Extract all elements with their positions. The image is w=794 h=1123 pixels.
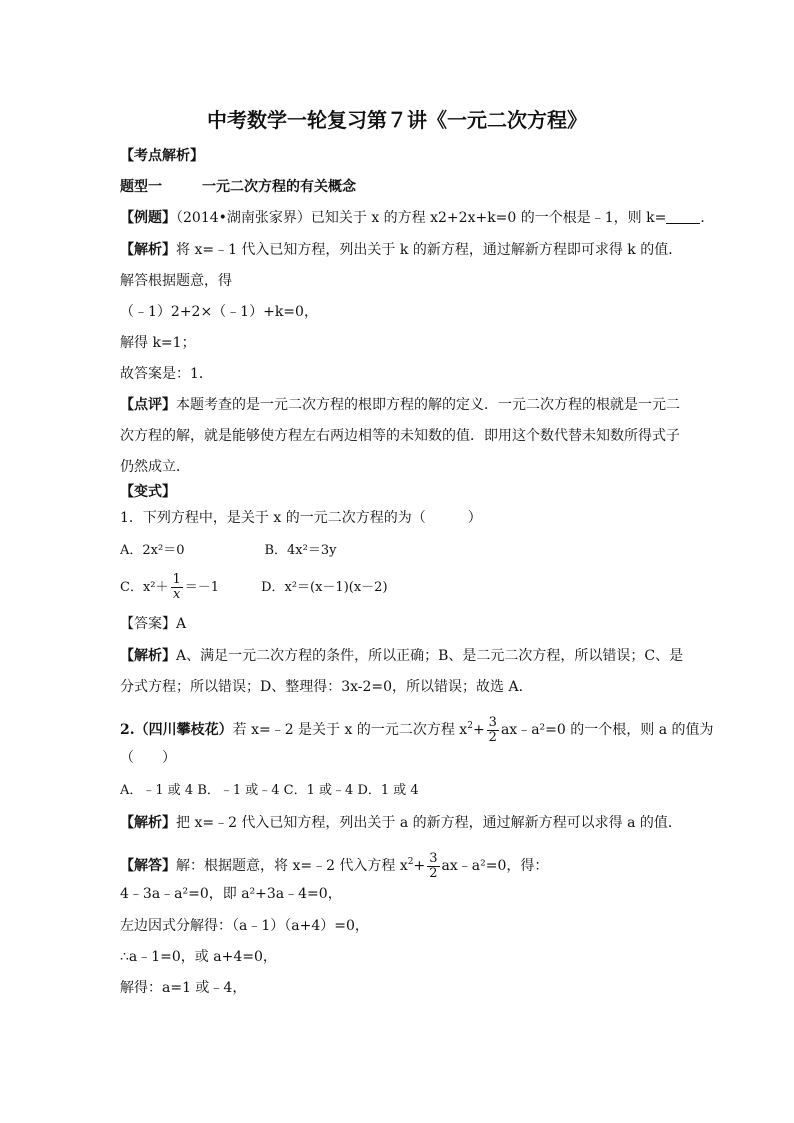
q2-analysis: 【解析】把 x=﹣2 代入已知方程，列出关于 a 的新方程，通过解新方程可以求得 a 的值． bbox=[120, 815, 682, 831]
variant-heading: 【变式】 bbox=[120, 484, 176, 500]
analysis-tag: 【解析】 bbox=[120, 242, 176, 258]
q1-analysis-line-1: 【解析】A、满足一元二次方程的条件，所以正确；B、是二元二次方程，所以错误；C、是 bbox=[120, 648, 684, 664]
fraction-three-halves: $\frac{3}{2}$ bbox=[488, 714, 497, 745]
topic-heading bbox=[120, 177, 356, 197]
section-heading: 【考点解析】 bbox=[120, 148, 204, 164]
example-tag: 【例题】 bbox=[120, 210, 176, 226]
comment-line-1: 【点评】本题考查的是一元二次方程的根即方程的解的定义．一元二次方程的根就是一元二 bbox=[120, 397, 680, 413]
q2-paren: （ ） bbox=[120, 750, 176, 766]
analysis-line bbox=[120, 240, 682, 260]
q1-options-cd bbox=[120, 570, 388, 606]
page-title: 中考数学一轮复习第７讲《一元二次方程》 bbox=[207, 108, 587, 132]
q2-answer-line: 【解答】解：根据题意，将 x=﹣2 代入方程 $x^2+$ $\frac{3}{2}$ ax﹣a²=0，得： bbox=[120, 850, 549, 881]
q2-stem: 2.（四川攀枝花）若 x=﹣2 是关于 x 的一元二次方程 $x^2+$ $\frac{3}{2}$ ax﹣a²=0 的一个根，则 a 的值为 bbox=[120, 714, 714, 745]
fraction-one-over-x: $\frac{1}{x}$ bbox=[172, 572, 181, 602]
solution-line-1: 解答根据题意，得 bbox=[120, 273, 232, 289]
q1-answer: 【答案】A bbox=[120, 616, 187, 632]
answer-blank bbox=[666, 209, 700, 224]
q1-analysis-line-2: 分式方程；所以错误；D、整理得：3x-2=0，所以错误；故选 A. bbox=[120, 679, 524, 695]
comment-line-2: 次方程的解，就是能够使方程左右两边相等的未知数的值．即用这个数代替未知数所得式子 bbox=[120, 428, 680, 444]
q2-step-2: 左边因式分解得：（a﹣1）（a+4）=0， bbox=[120, 918, 369, 934]
q1-options-ab bbox=[120, 541, 336, 561]
q2-step-1: 4﹣3a﹣a²=0，即 a²+3a﹣4=0， bbox=[120, 886, 342, 902]
example-line: 【例题】（2014•湖南张家界）已知关于 x 的方程 x2+2x+k=0 的一个根是﹣1，则 k= ． bbox=[120, 210, 715, 226]
solution-line-4: 故答案是：1． bbox=[120, 366, 213, 382]
analysis-text: 将 x=﹣1 代入已知方程，列出关于 k 的新方程，通过解新方程即可求得 k 的值． bbox=[176, 242, 683, 258]
q1-option-a: A．2x²＝0 bbox=[120, 543, 185, 558]
solution-line-3: 解得 k=1； bbox=[120, 335, 196, 351]
solution-line-2: （﹣1）2+2×（﹣1）+k=0， bbox=[120, 304, 318, 320]
example-text: （2014•湖南张家界）已知关于 x 的方程 x2+2x+k=0 的一个根是﹣1，则 k= bbox=[176, 210, 667, 226]
q2-step-4: 解得：a=1 或﹣4， bbox=[120, 980, 247, 996]
q1-option-b: B．4x²＝3y bbox=[264, 543, 337, 558]
comment-tag: 【点评】 bbox=[120, 397, 176, 413]
q2-step-3: ∴a﹣1=0，或 a+4=0， bbox=[120, 949, 277, 965]
topic-name: 一元二次方程的有关概念 bbox=[202, 179, 356, 195]
topic-label: 题型一 bbox=[120, 179, 162, 195]
q2-source: （四川攀枝花） bbox=[134, 722, 233, 738]
q1-option-d: D．x²＝(x－1)(x－2) bbox=[261, 580, 388, 595]
q1-option-c: C．x²＋ $\frac{1}{x}$ ＝－1 bbox=[120, 572, 220, 602]
q1-stem: 1．下列方程中，是关于 x 的一元二次方程的为（ ） bbox=[120, 510, 482, 526]
fraction-three-halves-2: $\frac{3}{2}$ bbox=[429, 850, 438, 881]
q2-options: A．﹣1 或 4 B．﹣1 或﹣4 C．1 或﹣4 D．1 或 4 bbox=[120, 783, 419, 798]
comment-line-3: 仍然成立． bbox=[120, 459, 190, 475]
